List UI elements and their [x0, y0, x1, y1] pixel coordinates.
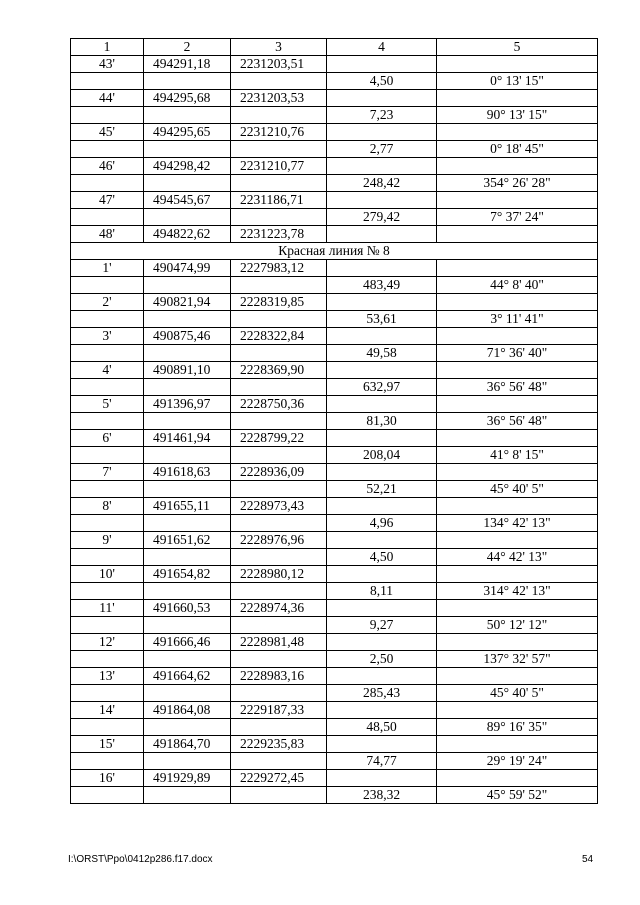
empty-cell — [71, 379, 144, 396]
x-coordinate-cell: 491864,70 — [144, 736, 231, 753]
direction-angle-cell: 44° 8' 40" — [437, 277, 598, 294]
empty-cell — [144, 719, 231, 736]
empty-cell — [327, 294, 437, 311]
empty-cell — [327, 736, 437, 753]
empty-cell — [437, 736, 598, 753]
header-col-3: 3 — [231, 39, 327, 56]
direction-angle-cell: 45° 40' 5" — [437, 481, 598, 498]
table-row-point — [71, 56, 598, 73]
point-id-cell: 10' — [71, 566, 144, 583]
table-row-point — [71, 158, 598, 175]
empty-cell — [231, 107, 327, 124]
direction-angle-cell: 45° 40' 5" — [437, 685, 598, 702]
empty-cell — [437, 90, 598, 107]
table-row-segment — [71, 481, 598, 498]
table-row-segment — [71, 583, 598, 600]
empty-cell — [144, 617, 231, 634]
table-row-segment — [71, 719, 598, 736]
table-row-segment — [71, 345, 598, 362]
x-coordinate-cell: 494295,68 — [144, 90, 231, 107]
empty-cell — [144, 277, 231, 294]
empty-cell — [437, 702, 598, 719]
empty-cell — [144, 209, 231, 226]
direction-angle-cell: 41° 8' 15" — [437, 447, 598, 464]
empty-cell — [144, 583, 231, 600]
direction-angle-cell: 354° 26' 28" — [437, 175, 598, 192]
table-header-row — [71, 39, 598, 56]
y-coordinate-cell: 2228750,36 — [231, 396, 327, 413]
x-coordinate-cell: 491664,62 — [144, 668, 231, 685]
x-coordinate-cell: 491396,97 — [144, 396, 231, 413]
table-row-point — [71, 192, 598, 209]
empty-cell — [327, 90, 437, 107]
segment-length-cell: 279,42 — [327, 209, 437, 226]
header-col-2: 2 — [144, 39, 231, 56]
x-coordinate-cell: 491666,46 — [144, 634, 231, 651]
empty-cell — [327, 566, 437, 583]
empty-cell — [71, 651, 144, 668]
segment-length-cell: 52,21 — [327, 481, 437, 498]
point-id-cell: 3' — [71, 328, 144, 345]
empty-cell — [437, 124, 598, 141]
direction-angle-cell: 29° 19' 24" — [437, 753, 598, 770]
table-row-segment — [71, 175, 598, 192]
table-row-segment — [71, 277, 598, 294]
table-row-segment — [71, 209, 598, 226]
empty-cell — [437, 498, 598, 515]
empty-cell — [71, 515, 144, 532]
section-title-row — [71, 243, 598, 260]
direction-angle-cell: 137° 32' 57" — [437, 651, 598, 668]
empty-cell — [144, 73, 231, 90]
table-row-point — [71, 736, 598, 753]
y-coordinate-cell: 2229235,83 — [231, 736, 327, 753]
empty-cell — [327, 158, 437, 175]
point-id-cell: 46' — [71, 158, 144, 175]
x-coordinate-cell: 490875,46 — [144, 328, 231, 345]
x-coordinate-cell: 491654,82 — [144, 566, 231, 583]
table-row-segment — [71, 549, 598, 566]
point-id-cell: 16' — [71, 770, 144, 787]
direction-angle-cell: 3° 11' 41" — [437, 311, 598, 328]
y-coordinate-cell: 2231210,77 — [231, 158, 327, 175]
empty-cell — [144, 787, 231, 804]
y-coordinate-cell: 2231203,53 — [231, 90, 327, 107]
table-row-segment — [71, 753, 598, 770]
empty-cell — [144, 311, 231, 328]
empty-cell — [231, 651, 327, 668]
point-id-cell: 14' — [71, 702, 144, 719]
y-coordinate-cell: 2228983,16 — [231, 668, 327, 685]
table-row-point — [71, 260, 598, 277]
empty-cell — [231, 311, 327, 328]
direction-angle-cell: 50° 12' 12" — [437, 617, 598, 634]
empty-cell — [231, 719, 327, 736]
point-id-cell: 43' — [71, 56, 144, 73]
y-coordinate-cell: 2229187,33 — [231, 702, 327, 719]
empty-cell — [231, 549, 327, 566]
empty-cell — [231, 379, 327, 396]
y-coordinate-cell: 2227983,12 — [231, 260, 327, 277]
empty-cell — [231, 481, 327, 498]
table-row-point — [71, 566, 598, 583]
empty-cell — [144, 549, 231, 566]
segment-length-cell: 285,43 — [327, 685, 437, 702]
empty-cell — [327, 328, 437, 345]
table-row-point — [71, 90, 598, 107]
empty-cell — [437, 634, 598, 651]
x-coordinate-cell: 491660,53 — [144, 600, 231, 617]
empty-cell — [71, 311, 144, 328]
segment-length-cell: 74,77 — [327, 753, 437, 770]
point-id-cell: 47' — [71, 192, 144, 209]
y-coordinate-cell: 2228974,36 — [231, 600, 327, 617]
empty-cell — [327, 192, 437, 209]
empty-cell — [231, 583, 327, 600]
segment-length-cell: 248,42 — [327, 175, 437, 192]
table-row-point — [71, 634, 598, 651]
empty-cell — [437, 600, 598, 617]
table-row-segment — [71, 685, 598, 702]
point-id-cell: 1' — [71, 260, 144, 277]
table-row-point — [71, 702, 598, 719]
table-row-segment — [71, 73, 598, 90]
empty-cell — [231, 141, 327, 158]
empty-cell — [71, 277, 144, 294]
x-coordinate-cell: 490821,94 — [144, 294, 231, 311]
empty-cell — [144, 753, 231, 770]
x-coordinate-cell: 494822,62 — [144, 226, 231, 243]
x-coordinate-cell: 490474,99 — [144, 260, 231, 277]
empty-cell — [144, 685, 231, 702]
x-coordinate-cell: 494298,42 — [144, 158, 231, 175]
empty-cell — [437, 260, 598, 277]
y-coordinate-cell: 2228799,22 — [231, 430, 327, 447]
empty-cell — [71, 583, 144, 600]
table-row-segment — [71, 379, 598, 396]
table-row-point — [71, 328, 598, 345]
empty-cell — [327, 634, 437, 651]
empty-cell — [144, 141, 231, 158]
empty-cell — [231, 209, 327, 226]
point-id-cell: 44' — [71, 90, 144, 107]
x-coordinate-cell: 494295,65 — [144, 124, 231, 141]
empty-cell — [327, 226, 437, 243]
empty-cell — [437, 770, 598, 787]
table-row-segment — [71, 515, 598, 532]
segment-length-cell: 81,30 — [327, 413, 437, 430]
y-coordinate-cell: 2231203,51 — [231, 56, 327, 73]
direction-angle-cell: 314° 42' 13" — [437, 583, 598, 600]
empty-cell — [327, 396, 437, 413]
empty-cell — [327, 498, 437, 515]
y-coordinate-cell: 2228980,12 — [231, 566, 327, 583]
point-id-cell: 7' — [71, 464, 144, 481]
segment-length-cell: 4,96 — [327, 515, 437, 532]
segment-length-cell: 4,50 — [327, 73, 437, 90]
empty-cell — [144, 107, 231, 124]
y-coordinate-cell: 2228322,84 — [231, 328, 327, 345]
table-row-segment — [71, 413, 598, 430]
direction-angle-cell: 90° 13' 15" — [437, 107, 598, 124]
header-col-1: 1 — [71, 39, 144, 56]
table-row-segment — [71, 141, 598, 158]
empty-cell — [144, 345, 231, 362]
empty-cell — [327, 260, 437, 277]
table-row-point — [71, 226, 598, 243]
empty-cell — [71, 73, 144, 90]
table-row-point — [71, 124, 598, 141]
empty-cell — [71, 413, 144, 430]
empty-cell — [144, 651, 231, 668]
empty-cell — [231, 617, 327, 634]
empty-cell — [71, 685, 144, 702]
segment-length-cell: 238,32 — [327, 787, 437, 804]
coordinates-table — [70, 38, 598, 804]
x-coordinate-cell: 491618,63 — [144, 464, 231, 481]
empty-cell — [327, 770, 437, 787]
segment-length-cell: 49,58 — [327, 345, 437, 362]
direction-angle-cell: 71° 36' 40" — [437, 345, 598, 362]
x-coordinate-cell: 494291,18 — [144, 56, 231, 73]
direction-angle-cell: 134° 42' 13" — [437, 515, 598, 532]
coordinates-table-body — [71, 39, 598, 804]
segment-length-cell: 4,50 — [327, 549, 437, 566]
empty-cell — [231, 753, 327, 770]
empty-cell — [71, 753, 144, 770]
empty-cell — [144, 413, 231, 430]
empty-cell — [71, 175, 144, 192]
empty-cell — [231, 175, 327, 192]
table-row-point — [71, 532, 598, 549]
point-id-cell: 5' — [71, 396, 144, 413]
table-row-point — [71, 396, 598, 413]
table-row-point — [71, 362, 598, 379]
page-number: 54 — [582, 854, 594, 865]
x-coordinate-cell: 490891,10 — [144, 362, 231, 379]
empty-cell — [437, 192, 598, 209]
empty-cell — [437, 56, 598, 73]
direction-angle-cell: 45° 59' 52" — [437, 787, 598, 804]
table-row-point — [71, 498, 598, 515]
y-coordinate-cell: 2228369,90 — [231, 362, 327, 379]
segment-length-cell: 208,04 — [327, 447, 437, 464]
segment-length-cell: 48,50 — [327, 719, 437, 736]
empty-cell — [437, 532, 598, 549]
empty-cell — [71, 617, 144, 634]
table-row-segment — [71, 651, 598, 668]
point-id-cell: 12' — [71, 634, 144, 651]
y-coordinate-cell: 2231223,78 — [231, 226, 327, 243]
empty-cell — [231, 345, 327, 362]
empty-cell — [71, 447, 144, 464]
table-row-segment — [71, 107, 598, 124]
table-row-segment — [71, 311, 598, 328]
empty-cell — [144, 379, 231, 396]
section-title: Красная линия № 8 — [71, 243, 598, 260]
footer-file-path: I:\ORST\Ppo\0412p286.f17.docx — [68, 854, 213, 865]
direction-angle-cell: 0° 13' 15" — [437, 73, 598, 90]
empty-cell — [144, 175, 231, 192]
empty-cell — [144, 481, 231, 498]
y-coordinate-cell: 2228976,96 — [231, 532, 327, 549]
table-row-point — [71, 600, 598, 617]
empty-cell — [71, 209, 144, 226]
empty-cell — [231, 447, 327, 464]
point-id-cell: 48' — [71, 226, 144, 243]
empty-cell — [144, 447, 231, 464]
segment-length-cell: 632,97 — [327, 379, 437, 396]
point-id-cell: 4' — [71, 362, 144, 379]
header-col-4: 4 — [327, 39, 437, 56]
y-coordinate-cell: 2231186,71 — [231, 192, 327, 209]
empty-cell — [327, 124, 437, 141]
x-coordinate-cell: 491461,94 — [144, 430, 231, 447]
empty-cell — [231, 787, 327, 804]
empty-cell — [71, 719, 144, 736]
empty-cell — [231, 515, 327, 532]
y-coordinate-cell: 2228981,48 — [231, 634, 327, 651]
table-row-segment — [71, 447, 598, 464]
empty-cell — [71, 481, 144, 498]
direction-angle-cell: 44° 42' 13" — [437, 549, 598, 566]
empty-cell — [327, 532, 437, 549]
segment-length-cell: 8,11 — [327, 583, 437, 600]
x-coordinate-cell: 491929,89 — [144, 770, 231, 787]
x-coordinate-cell: 491651,62 — [144, 532, 231, 549]
empty-cell — [437, 294, 598, 311]
table-row-point — [71, 430, 598, 447]
empty-cell — [327, 702, 437, 719]
empty-cell — [71, 141, 144, 158]
point-id-cell: 6' — [71, 430, 144, 447]
empty-cell — [231, 73, 327, 90]
y-coordinate-cell: 2231210,76 — [231, 124, 327, 141]
y-coordinate-cell: 2228319,85 — [231, 294, 327, 311]
segment-length-cell: 53,61 — [327, 311, 437, 328]
x-coordinate-cell: 494545,67 — [144, 192, 231, 209]
empty-cell — [71, 345, 144, 362]
table-row-point — [71, 294, 598, 311]
empty-cell — [71, 107, 144, 124]
point-id-cell: 15' — [71, 736, 144, 753]
empty-cell — [437, 328, 598, 345]
empty-cell — [437, 158, 598, 175]
empty-cell — [437, 464, 598, 481]
empty-cell — [437, 362, 598, 379]
empty-cell — [437, 668, 598, 685]
empty-cell — [71, 549, 144, 566]
direction-angle-cell: 36° 56' 48" — [437, 413, 598, 430]
empty-cell — [231, 685, 327, 702]
direction-angle-cell: 36° 56' 48" — [437, 379, 598, 396]
empty-cell — [437, 396, 598, 413]
empty-cell — [327, 668, 437, 685]
segment-length-cell: 9,27 — [327, 617, 437, 634]
x-coordinate-cell: 491655,11 — [144, 498, 231, 515]
table-row-point — [71, 668, 598, 685]
x-coordinate-cell: 491864,08 — [144, 702, 231, 719]
direction-angle-cell: 7° 37' 24" — [437, 209, 598, 226]
direction-angle-cell: 89° 16' 35" — [437, 719, 598, 736]
empty-cell — [437, 226, 598, 243]
point-id-cell: 8' — [71, 498, 144, 515]
empty-cell — [327, 362, 437, 379]
empty-cell — [327, 600, 437, 617]
segment-length-cell: 483,49 — [327, 277, 437, 294]
header-col-5: 5 — [437, 39, 598, 56]
point-id-cell: 13' — [71, 668, 144, 685]
point-id-cell: 11' — [71, 600, 144, 617]
empty-cell — [71, 787, 144, 804]
empty-cell — [327, 56, 437, 73]
y-coordinate-cell: 2229272,45 — [231, 770, 327, 787]
table-row-point — [71, 464, 598, 481]
y-coordinate-cell: 2228973,43 — [231, 498, 327, 515]
table-row-segment — [71, 787, 598, 804]
point-id-cell: 9' — [71, 532, 144, 549]
table-row-point — [71, 770, 598, 787]
empty-cell — [327, 464, 437, 481]
empty-cell — [327, 430, 437, 447]
segment-length-cell: 7,23 — [327, 107, 437, 124]
empty-cell — [437, 566, 598, 583]
empty-cell — [437, 430, 598, 447]
segment-length-cell: 2,50 — [327, 651, 437, 668]
y-coordinate-cell: 2228936,09 — [231, 464, 327, 481]
empty-cell — [231, 413, 327, 430]
segment-length-cell: 2,77 — [327, 141, 437, 158]
direction-angle-cell: 0° 18' 45" — [437, 141, 598, 158]
point-id-cell: 2' — [71, 294, 144, 311]
point-id-cell: 45' — [71, 124, 144, 141]
empty-cell — [144, 515, 231, 532]
table-row-segment — [71, 617, 598, 634]
empty-cell — [231, 277, 327, 294]
